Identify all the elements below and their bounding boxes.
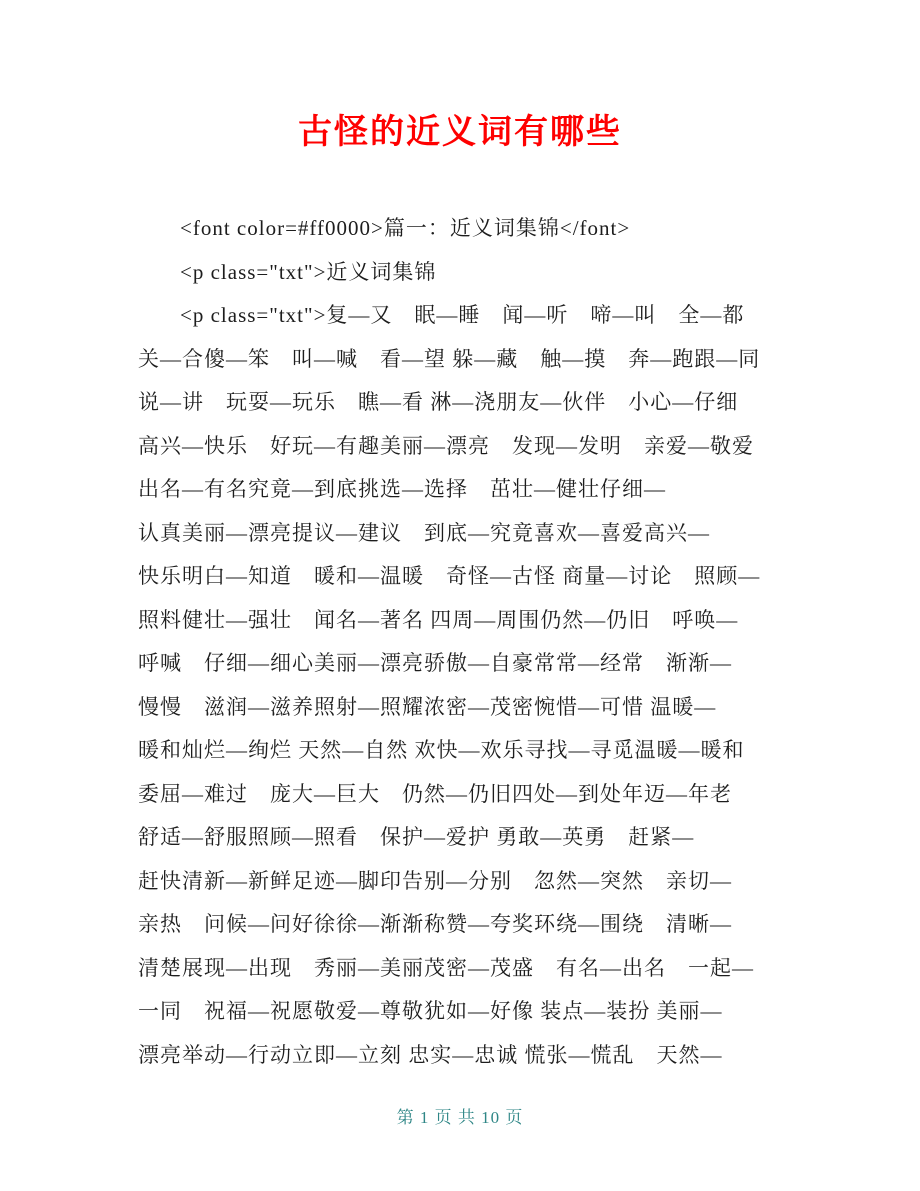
text-line: 高兴—快乐 好玩—有趣美丽—漂亮 发现—发明 亲爱—敬爱 bbox=[138, 433, 754, 458]
page-footer bbox=[0, 1103, 920, 1128]
text-line: 舒适—舒服照顾—照看 保护—爱护 勇敢—英勇 赶紧— bbox=[138, 825, 695, 849]
text-line: 亲热 问候—问好徐徐—渐渐称赞—夸奖环绕—围绕 清晰— bbox=[138, 912, 732, 936]
text-line: <p class="txt">近义词集锦 bbox=[180, 259, 437, 284]
text-line: <font color=#ff0000>篇一：近义词集锦</font> bbox=[180, 216, 631, 240]
text-line: 漂亮举动—行动立即—立刻 忠实—忠诚 慌张—慌乱 天然— bbox=[138, 1042, 723, 1067]
text-line: 关—合傻—笨 叫—喊 看—望 躲—藏 触—摸 奔—跑跟—同 bbox=[138, 346, 761, 371]
text-line: 认真美丽—漂亮提议—建议 到底—究竟喜欢—喜爱高兴— bbox=[138, 520, 710, 545]
text-line: 快乐明白—知道 暖和—温暖 奇怪—古怪 商量—讨论 照顾— bbox=[138, 564, 761, 588]
text-line: 一同 祝福—祝愿敬爱—尊敬犹如—好像 装点—装扮 美丽— bbox=[138, 999, 723, 1023]
text-line: 出名—有名究竟—到底挑选—选择 茁壮—健壮仔细— bbox=[138, 477, 666, 501]
page-title: 古怪的近义词有哪些 bbox=[298, 113, 622, 151]
document-body bbox=[138, 207, 798, 1077]
text-line: 呼喊 仔细—细心美丽—漂亮骄傲—自豪常常—经常 渐渐— bbox=[138, 651, 732, 675]
text-line: 照料健壮—强壮 闻名—著名 四周—周围仍然—仍旧 呼唤— bbox=[138, 607, 739, 632]
text-line: 说—讲 玩耍—玩乐 瞧—看 淋—浇朋友—伙伴 小心—仔细 bbox=[138, 390, 739, 414]
text-line: 委屈—难过 庞大—巨大 仍然—仍旧四处—到处年迈—年老 bbox=[138, 781, 732, 806]
text-line: 慢慢 滋润—滋养照射—照耀浓密—茂密惋惜—可惜 温暖— bbox=[138, 694, 717, 719]
text-line: 清楚展现—出现 秀丽—美丽茂密—茂盛 有名—出名 一起— bbox=[138, 955, 754, 980]
text-line: 暖和灿烂—绚烂 天然—自然 欢快—欢乐寻找—寻觅温暖—暖和 bbox=[138, 738, 745, 762]
text-line: <p class="txt">复—又 眠—睡 闻—听 啼—叫 全—都 bbox=[180, 303, 745, 327]
text-line: 赶快清新—新鲜足迹—脚印告别—分别 忽然—突然 亲切— bbox=[138, 868, 732, 893]
page-number-indicator: 第 1 页 共 10 页 bbox=[396, 1108, 524, 1127]
